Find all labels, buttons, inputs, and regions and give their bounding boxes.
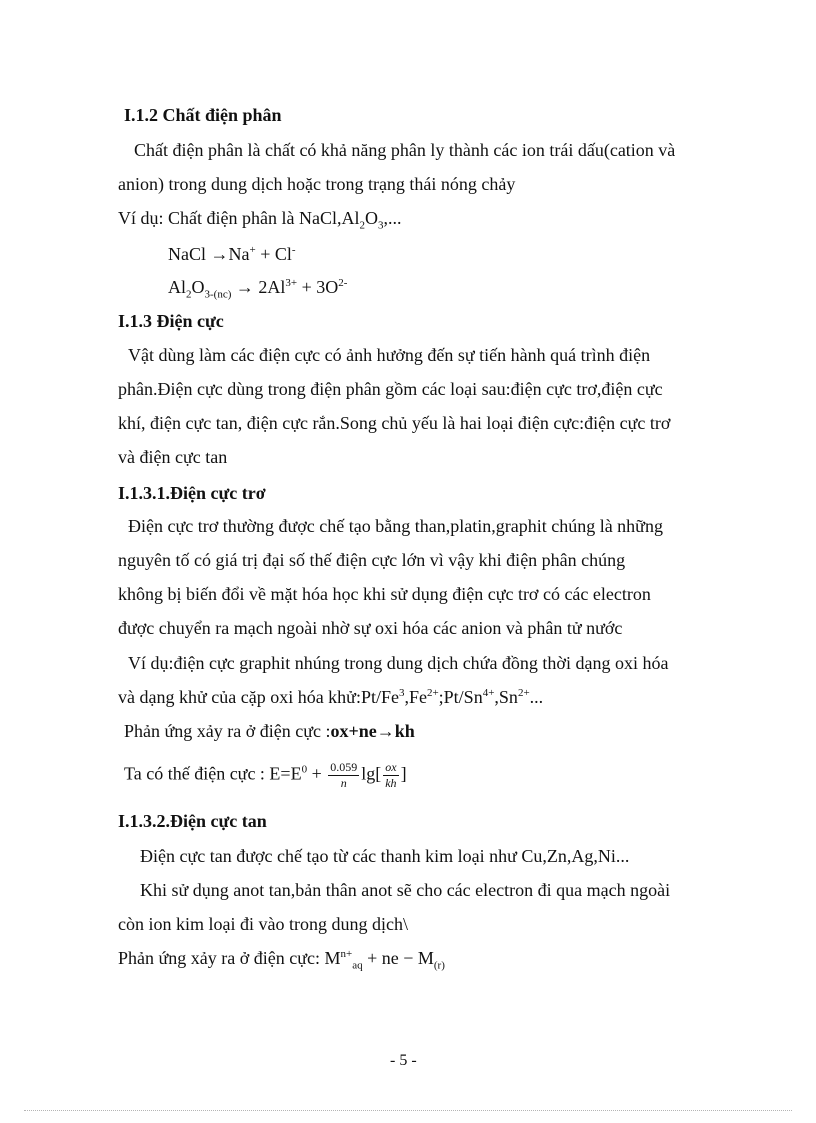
page-bottom-divider: [24, 1110, 792, 1111]
equation-nacl: NaCl →Na+ + Cl-: [168, 244, 296, 264]
fraction-ox-kh: $\frac{ox}{kh}$: [385, 760, 397, 790]
paragraph-line: nguyên tố có giá trị đại số thế điện cực lớn vì vậy khi điện phân chúng: [118, 550, 626, 570]
paragraph-line: Chất điện phân là chất có khả năng phân ly thành các ion trái dấu(cation và: [134, 140, 676, 160]
page-number: - 5 -: [390, 1052, 417, 1069]
paragraph-line: Vật dùng làm các điện cực có ảnh hưởng đến sự tiến hành quá trình điện: [128, 345, 651, 365]
paragraph-line: được chuyển ra mạch ngoài nhờ sự oxi hóa các anion và phân tử nước: [118, 618, 623, 638]
example-line: Ví dụ: Chất điện phân là $NaCl,Al_2O_3$,...: [118, 208, 402, 232]
equation-al2o3: $Al_2O_{3-(nc)} \to 2Al^{3+} + 3O^{2-}$: [168, 277, 348, 301]
paragraph-line: Điện cực tan được chế tạo từ các thanh kim loại như Cu,Zn,Ag,Ni...: [140, 846, 630, 866]
fraction-0059-n: $\frac{0.059}{n}$: [330, 760, 358, 790]
section-heading-1-1-2: I.1.2 Chất điện phân: [124, 105, 282, 125]
section-heading-1-1-3-2: I.1.3.2.Điện cực tan: [118, 811, 267, 831]
nernst-equation: Ta có thế điện cực : $E=E^0$ + $\frac{0.059}{n}$ lg[ $\frac{ox}{kh}$ ]: [124, 760, 407, 790]
paragraph-line: Điện cực trơ thường được chế tạo bằng than,platin,graphit chúng là những: [128, 516, 663, 536]
paragraph-line: anion) trong dung dịch hoặc trong trạng thái nóng chảy: [118, 174, 516, 194]
paragraph-line: không bị biến đổi về mặt hóa học khi sử dụng điện cực trơ có các electron: [118, 584, 651, 604]
section-heading-1-1-3: I.1.3 Điện cực: [118, 311, 224, 331]
paragraph-line: còn ion kim loại đi vào trong dung dịch\: [118, 914, 408, 934]
paragraph-line: và điện cực tan: [118, 447, 228, 467]
example-line: Ví dụ:điện cực graphit nhúng trong dung dịch chứa đồng thời dạng oxi hóa: [128, 653, 669, 673]
section-heading-1-1-3-1: I.1.3.1.Điện cực trơ: [118, 483, 266, 503]
paragraph-line: Khi sử dụng anot tan,bản thân anot sẽ cho các electron đi qua mạch ngoài: [140, 880, 671, 900]
example-line: và dạng khử của cặp oxi hóa $khử:Pt/Fe^3,Fe^{2+};Pt/Sn^{4+},Sn^{2+}$...: [118, 687, 544, 707]
paragraph-line: khí, điện cực tan, điện cực rắn.Song chủ yếu là hai loại điện cực:điện cực trơ: [118, 413, 671, 433]
reaction-line: Phản ứng xảy ra ở điện cực: $M^{n+}_{aq}$ + ne − $M_{(r)}$: [118, 948, 445, 972]
reaction-line: Phản ứng xảy ra ở điện cực :ox+ne→kh: [124, 721, 415, 741]
paragraph-line: phân.Điện cực dùng trong điện phân gồm các loại sau:điện cực trơ,điện cực: [118, 379, 663, 399]
